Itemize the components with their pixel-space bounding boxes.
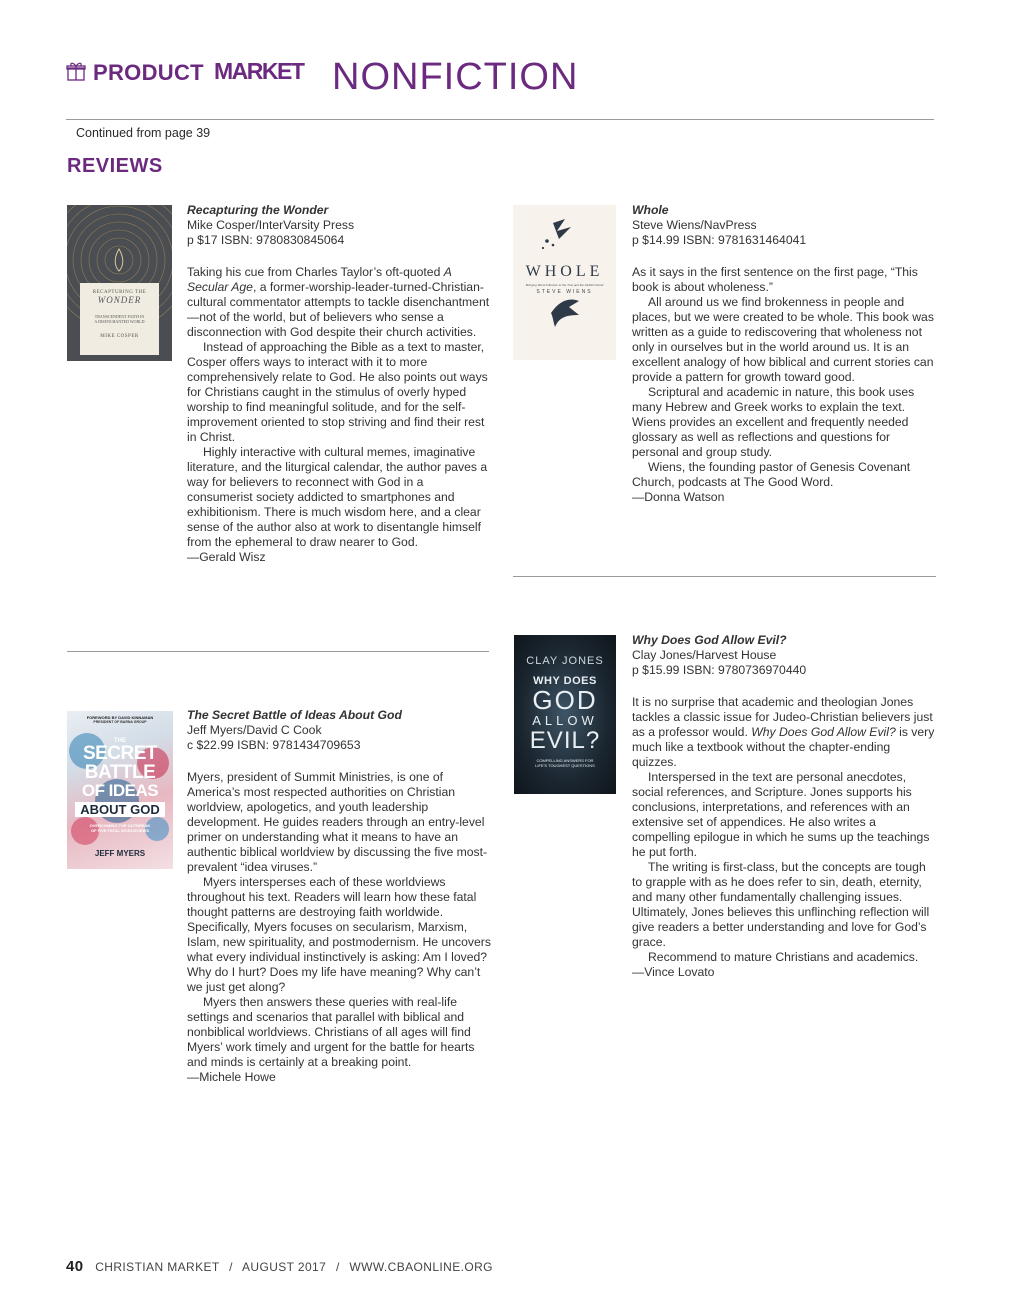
cover3-title-line2: SECRET <box>82 743 158 764</box>
cover1-subtitle-line1: TRANSCENDENT FAITH IN <box>94 314 145 319</box>
review-paragraph: As it says in the first sentence on the first page, “This book is about wholeness.” <box>632 265 918 294</box>
cover4-subtitle1: COMPELLING ANSWERS FOR <box>536 758 594 763</box>
review-body <box>632 265 937 505</box>
review-title: Recapturing the Wonder <box>187 203 329 217</box>
review-author-publisher: Steve Wiens/NavPress <box>632 218 757 232</box>
divider-left <box>67 651 489 652</box>
review-whole <box>632 203 937 505</box>
cover2-tagline: Bringing Word & Broken to the True and the Faithful World <box>525 283 604 287</box>
header-market: MARKET <box>214 58 304 84</box>
cover3-foreword: FOREWORD BY DAVID KINNAMAN <box>86 715 154 720</box>
review-paragraph: Instead of approaching the Bible as a text to master, Cosper offers ways to interact with it to more comprehensively relate to God. He also points out ways for Christians caught in the stimulus of overly hyped worship to find meaningful solitude, and for the self-improvement oriented to stop striving and find their rest in Christ. <box>187 340 488 444</box>
divider-right <box>513 576 936 577</box>
book-cover-recapturing <box>67 205 172 361</box>
review-paragraph: Interspersed in the text are personal anecdotes, social references, and Scripture. Jones supports his conclusions, interpretations, and references with an extensive set of appendices. He also writes a compelling epilogue in which he sums up the teachings he put forth. <box>632 770 930 859</box>
review-paragraph: Myers intersperses each of these worldviews throughout his text. Readers will learn how these fatal thought patterns are destroying faith worldwide. Specifically, Myers focuses on secularism, Marxism, Islam, new spirituality, and postmodernism. He uncovers what every individual instinctively is asking: Am I loved? Why do I hurt? Does my life have meaning? Why can’t we just get along? <box>187 875 491 994</box>
book-cover-whole <box>513 205 616 360</box>
cover4-subtitle2: LIFE'S TOUGHEST QUESTIONS <box>535 763 595 768</box>
continued-note: Continued from page 39 <box>76 126 211 140</box>
cover3-subtitle1: OVERCOMING THE OUTBREAK <box>89 823 151 828</box>
footer-issue: AUGUST 2017 <box>241 1260 327 1274</box>
review-paragraph: Taking his cue from Charles Taylor’s oft-quoted A Secular Age, a former-worship-leader-turned-Christian-cultural commentator attempts to tackle disenchantment—not of the world, but of believers who sense a disconnection with God despite their church activities. <box>187 265 490 339</box>
reviews-heading: REVIEWS <box>67 155 163 177</box>
page-number: 40 <box>66 1258 84 1275</box>
review-paragraph: Myers, president of Summit Ministries, is one of America’s most respected authorities on Christian worldview, apologetics, and youth leadership development. He guides readers through an entry-level primer on understanding what it means to have an authentic biblical worldview by discussing the five most-prevalent “idea viruses.” <box>187 770 488 874</box>
review-body <box>632 695 937 980</box>
cover2-title: WHOLE <box>525 263 604 280</box>
footer-magazine: CHRISTIAN MARKET <box>95 1260 220 1274</box>
cover1-title-line1: RECAPTURING THE <box>92 290 147 295</box>
cover2-author: STEVE WIENS <box>536 289 593 295</box>
review-paragraph: Scriptural and academic in nature, this book uses many Hebrew and Greek works to explain the text. Wiens provides an excellent and frequently needed glossary as well as reflections and questions for personal and group study. <box>632 385 915 459</box>
cover4-title-line1: WHY DOES <box>533 675 597 687</box>
review-title: The Secret Battle of Ideas About God <box>187 708 402 722</box>
reviewer-name: —Vince Lovato <box>632 965 715 979</box>
review-author-publisher: Jeff Myers/David C Cook <box>187 723 322 737</box>
review-why-evil <box>632 633 937 980</box>
review-paragraph: Recommend to mature Christians and academics. <box>648 950 919 964</box>
page-footer <box>66 1258 493 1275</box>
review-paragraph: Wiens, the founding pastor of Genesis Covenant Church, podcasts at The Good Word. <box>632 460 911 489</box>
cover3-foreword2: PRESIDENT OF BARNA GROUP <box>93 720 147 724</box>
reviewer-name: —Gerald Wisz <box>187 550 266 564</box>
cover3-title-line4: OF IDEAS <box>81 781 159 800</box>
cover1-title-line2: WONDER <box>97 295 142 305</box>
footer-separator: / <box>335 1260 340 1274</box>
book-cover-secret-battle <box>67 711 173 869</box>
footer-url: WWW.CBAONLINE.ORG <box>349 1260 493 1274</box>
review-paragraph: All around us we find brokenness in people and places, but we were created to be whole. This book was written as a guide to rediscovering that wholeness not only in ourselves but in the world around us. It is an excellent analogy of how biblical and current stories can provide a pattern for growth toward good. <box>632 295 934 384</box>
footer-separator: / <box>229 1260 233 1274</box>
reviewer-name: —Donna Watson <box>632 490 725 504</box>
cover4-title-line2: GOD <box>532 685 598 715</box>
review-paragraph: Highly interactive with cultural memes, imaginative literature, and the liturgical calendar, the author paves a way for believers to reconnect with God in a consumerist society addicted to smartphones and exhibitionism. There is much wisdom here, and a clear sense of the author also at work to disentangle himself from the ephemeral to draw nearer to God. <box>187 445 488 549</box>
cover3-author: JEFF MYERS <box>94 849 146 858</box>
review-price-isbn: p $15.99 ISBN: 9780736970440 <box>632 663 807 677</box>
review-recapturing <box>187 203 492 565</box>
review-body <box>187 265 492 565</box>
gift-box-icon <box>66 61 86 81</box>
review-secret-battle <box>187 708 492 1085</box>
review-paragraph: The writing is first-class, but the concepts are tough to grapple with as he does refer to sin, death, eternity, and many other fundamentally challenging issues. Ultimately, Jones believes this unflinching reflection will give readers a better understanding and love for God’s grace. <box>632 860 930 949</box>
review-paragraph: Myers then answers these queries with real-life settings and scenarios that parallel with biblical and nonbiblical worldviews. Christians of all ages will find Myers’ work timely and urgent for the battle for hearts and minds is certainly at a breaking point. <box>187 995 475 1069</box>
cover1-subtitle-line2: A DISENCHANTED WORLD <box>94 319 145 324</box>
cover3-title-line3: BATTLE <box>84 762 156 783</box>
header-product: PRODUCT <box>93 60 204 85</box>
review-price-isbn: c $22.99 ISBN: 9781434709653 <box>187 738 361 752</box>
review-body <box>187 770 492 1085</box>
review-author-publisher: Mike Cosper/InterVarsity Press <box>187 218 355 232</box>
section-title: NONFICTION <box>332 56 579 98</box>
cover3-subtitle2: OF FIVE FATAL WORLDVIEWS <box>91 828 149 833</box>
header-rule <box>66 119 934 120</box>
review-paragraph: It is no surprise that academic and theologian Jones tackles a classic issue for Judeo-Christian believers just as a professor would. Why Does God Allow Evil? is very much like a textbook without the chapter-ending quizzes. <box>632 695 935 769</box>
book-cover-why-evil <box>514 635 616 794</box>
cover3-title-line1: THE <box>114 738 126 744</box>
cover3-title-line5: ABOUT GOD <box>75 802 165 817</box>
cover4-title-line4: EVIL? <box>529 727 601 754</box>
reviewer-name: —Michele Howe <box>187 1070 276 1084</box>
review-author-publisher: Clay Jones/Harvest House <box>632 648 777 662</box>
cover4-author: CLAY JONES <box>526 655 604 667</box>
cover4-title-line3: ALLOW <box>532 713 598 728</box>
review-title: Whole <box>632 203 669 217</box>
cover1-author: MIKE COSPER <box>100 334 139 339</box>
review-title: Why Does God Allow Evil? <box>632 633 787 647</box>
review-price-isbn: p $14.99 ISBN: 9781631464041 <box>632 233 807 247</box>
review-price-isbn: p $17 ISBN: 9780830845064 <box>187 233 345 247</box>
